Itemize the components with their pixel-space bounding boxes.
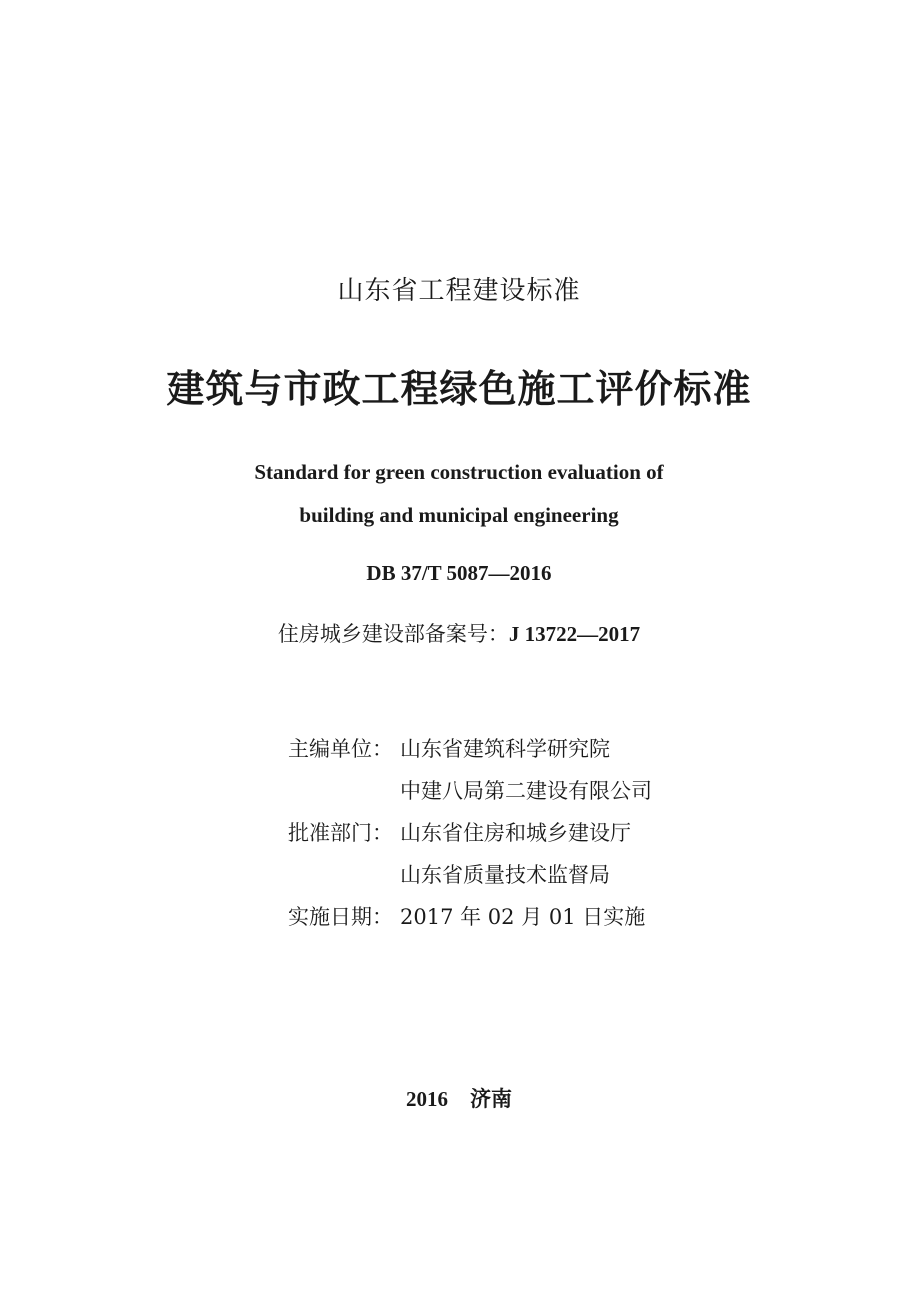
record-number-line: [0, 618, 918, 648]
english-title-line-1: Standard for green construction evaluation of: [254, 460, 664, 484]
standard-number: DB 37/T 5087—2016: [366, 561, 552, 585]
approver-dept-2: 山东省质量技术监督局: [400, 863, 610, 887]
series-title: 山东省工程建设标准: [337, 276, 581, 306]
editor-unit-2: 中建八局第二建设有限公司: [400, 779, 652, 803]
record-number: J 13722—2017: [508, 622, 641, 646]
english-title-line-2: building and municipal engineering: [299, 503, 619, 527]
effective-date-label: 实施日期：: [288, 905, 393, 929]
effective-date-value: 2017 年 02 月 01 日实施: [400, 905, 646, 929]
approver-dept-1: 山东省住房和城乡建设厅: [400, 821, 631, 845]
editor-label: 主编单位：: [288, 737, 393, 761]
publication-line: [0, 1083, 918, 1113]
publication-year: 2016: [406, 1087, 448, 1111]
approver-label: 批准部门：: [288, 821, 393, 845]
record-label: 住房城乡建设部备案号：: [277, 622, 509, 646]
publication-city: 济南: [470, 1086, 512, 1111]
editor-unit-1: 山东省建筑科学研究院: [400, 737, 610, 761]
main-title: 建筑与市政工程绿色施工评价标准: [166, 366, 752, 411]
